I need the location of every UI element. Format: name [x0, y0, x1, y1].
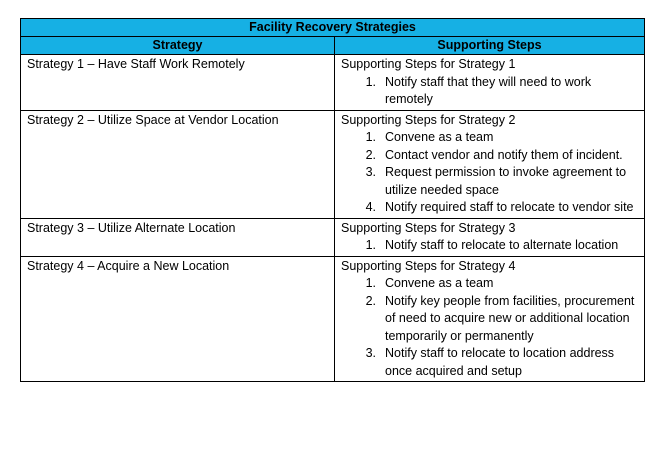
strategy-cell: Strategy 2 – Utilize Space at Vendor Location	[21, 110, 335, 218]
step-number: 3.	[365, 165, 376, 179]
step-number: 2.	[365, 293, 376, 308]
step-list	[341, 237, 638, 255]
table-header-row	[21, 37, 645, 55]
list-item	[341, 147, 638, 165]
list-item	[341, 293, 638, 346]
table-row	[21, 256, 645, 382]
steps-heading: Supporting Steps for Strategy 1	[341, 57, 516, 71]
document-page	[20, 18, 644, 382]
table-title-row	[21, 19, 645, 37]
table-row	[21, 55, 645, 111]
list-item	[341, 74, 638, 109]
step-text: Request permission to invoke agreement to utilize needed space	[385, 165, 627, 197]
facility-recovery-table	[20, 18, 645, 382]
table-row	[21, 218, 645, 256]
column-header-strategy: Strategy	[21, 37, 335, 55]
column-header-supporting-steps: Supporting Steps	[335, 37, 645, 55]
step-text: Notify required staff to relocate to vendor site	[385, 200, 634, 214]
supporting-steps-cell	[335, 218, 645, 256]
strategy-cell: Strategy 1 – Have Staff Work Remotely	[21, 55, 335, 111]
step-text: Notify staff that they will need to work remotely	[385, 74, 592, 106]
supporting-steps-cell	[335, 55, 645, 111]
step-number: 3.	[365, 346, 376, 360]
strategy-cell: Strategy 3 – Utilize Alternate Location	[21, 218, 335, 256]
steps-heading: Supporting Steps for Strategy 3	[341, 220, 516, 235]
table-row	[21, 110, 645, 218]
strategy-cell: Strategy 4 – Acquire a New Location	[21, 256, 335, 382]
step-number: 4.	[365, 200, 376, 214]
step-text: Convene as a team	[385, 130, 494, 144]
step-number: 2.	[365, 147, 376, 162]
step-text: Notify staff to relocate to alternate location	[385, 238, 619, 252]
steps-heading: Supporting Steps for Strategy 2	[341, 112, 516, 127]
step-text: Notify key people from facilities, procurement of need to acquire new or additional location temporarily or permanently	[385, 293, 635, 343]
step-text: Notify staff to relocate to location address once acquired and setup	[385, 346, 615, 378]
list-item	[341, 199, 638, 217]
step-number: 1.	[365, 238, 376, 252]
list-item	[341, 237, 638, 255]
step-text: Contact vendor and notify them of incident.	[385, 147, 623, 162]
step-list	[341, 129, 638, 217]
list-item	[341, 345, 638, 380]
list-item	[341, 275, 638, 293]
supporting-steps-cell	[335, 256, 645, 382]
list-item	[341, 129, 638, 147]
supporting-steps-cell	[335, 110, 645, 218]
step-text: Convene as a team	[385, 276, 494, 290]
step-list	[341, 275, 638, 380]
step-number: 1.	[365, 74, 376, 89]
step-number: 1.	[365, 276, 376, 290]
table-title: Facility Recovery Strategies	[21, 19, 645, 37]
steps-heading: Supporting Steps for Strategy 4	[341, 258, 516, 273]
step-list	[341, 74, 638, 109]
step-number: 1.	[365, 130, 376, 144]
list-item	[341, 164, 638, 199]
